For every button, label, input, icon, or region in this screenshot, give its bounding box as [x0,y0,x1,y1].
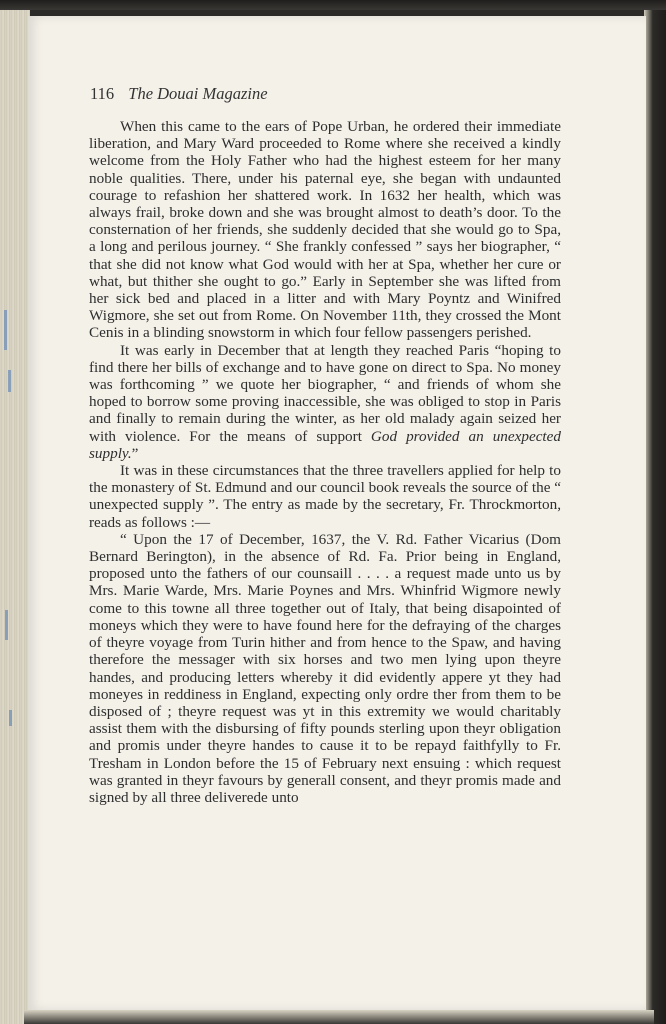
paragraph-2 [89,342,561,462]
book-right-edge [644,10,666,1024]
paragraph-4: “ Upon the 17 of December, 1637, the V. Rd. Father Vicarius (Dom Bernard Berington), in the absence of Rd. Fa. Prior being in England, proposed unto the fathers of our counsaill . . . . a request made unto us by Mrs. Marie Warde, Mrs. Marie Poynes and Mrs. Whinfrid Wigmore newly come to this towne all three together out of Italy, that being disapointed of moneys which they were to have found here for the defraying of the charges of theyre voyage from Turin hither and from hence to the Spaw, and having therefore the messager with six horses and two men lying upon theyre handes, and producing letters whereby it did evidently appere yt they had moneyes in reddiness in England, expecting only ordre ther from them to be disposed of ; theyre request was yt in this extremity we would charitably assist them with the disbursing of fifty pounds sterling upon theyr obligation and promis under theyre handes to cause it to be repayd faithfylly to Fr. Tresham in London before the 15 of February next ensuing : which request was granted in theyr favours by generall consent, and theyr promis made and signed by all three deliverede unto [89,530,561,806]
book-bottom-edge [24,1010,654,1024]
paragraph-2-close: ” [131,444,139,462]
page-number: 116 [90,84,115,103]
paragraph-3: It was in these circumstances that the three travellers applied for help to the monastery of St. Edmund and our council book reveals the source of the “ unexpected supply ”. The entry as made by the secretary, Fr. Throckmorton, reads as follows :— [89,462,561,531]
paragraph-2-text: It was early in December that at length they reached Paris “hoping to find there her bills of exchange and to have gone on direct to Spa. No money was forthcoming ” we quote her biographer, “ and friends of whom she hoped to borrow some proving inaccessible, she was obliged to stop in Paris and finally to remain during the winter, as her old malady again seized her with violence. For the means of support [89,341,561,445]
running-header [90,84,530,104]
paragraph-2-italic: God provided an unexpected supply. [89,427,561,462]
running-title: The Douai Magazine [128,84,268,103]
book-top-edge [0,0,666,10]
body-text [89,118,561,806]
paragraph-1: When this came to the ears of Pope Urban, he ordered their immediate liberation, and Mary Ward proceeded to Rome where she received a kindly welcome from the Holy Father who had the highest esteem for her many noble qualities. There, under his paternal eye, she began with undaunted courage to refashion her shattered work. In 1632 her health, which was always frail, broke down and she was brought almost to death’s door. To the consternation of her friends, she suddenly decided that she would go to Spa, a long and perilous journey. “ She frankly confessed ” says her biographer, “ that she did not know what God would with her at Spa, whether her cure or what, but thither she ought to go.” Early in September she was lifted from her sick bed and placed in a litter and with Mary Poyntz and Winifred Wigmore, she set out from Rome. On November 11th, they crossed the Mont Cenis in a blinding snowstorm in which four fellow passengers perished. [89,118,561,342]
book-page-edges-left [0,10,30,1024]
